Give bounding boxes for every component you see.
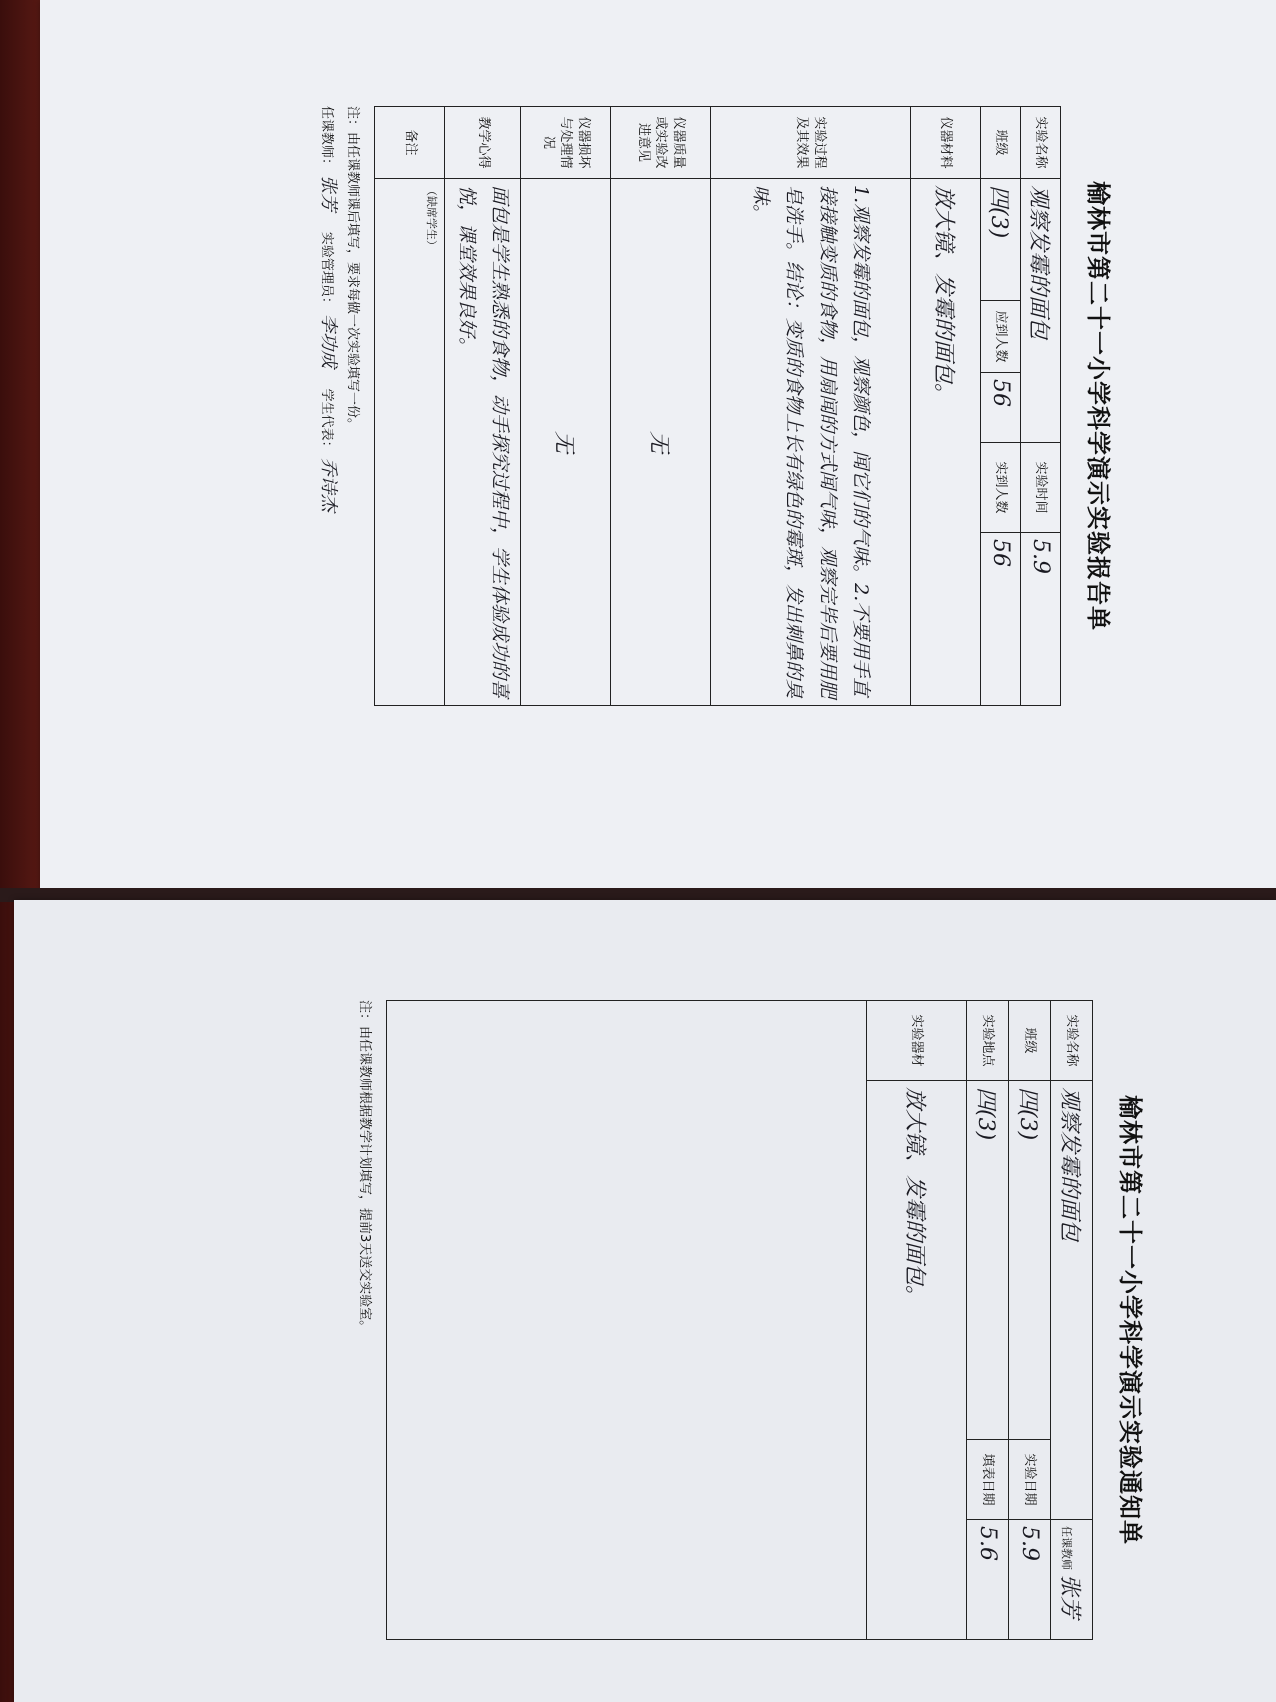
student-label: 学生代表： (318, 388, 334, 454)
notice-title: 榆林市第二十一小学科学演示实验通知单 (1116, 1095, 1144, 1545)
label-class: 班级 (981, 107, 1021, 179)
label-damage: 仪器损坏与处理情况 (521, 107, 611, 179)
report-title: 榆林市第二十一小学科学演示实验报告单 (1084, 181, 1112, 631)
report-footer (313, 106, 363, 706)
value-materials: 放大镜、发霉的面包。 (911, 179, 981, 706)
value-name: 观察发霉的面包 (1021, 179, 1061, 443)
n-label-fill-date: 填表日期 (967, 1439, 1009, 1519)
value-quality: 无 (611, 179, 711, 706)
n-label-place: 实验地点 (967, 1001, 1009, 1081)
n-label-class: 班级 (1009, 1001, 1051, 1081)
n-value-date: 5.9 (1009, 1520, 1051, 1640)
teacher-signature: 张芳 (317, 175, 339, 212)
n-label-equipment: 实验器材 (867, 1001, 967, 1081)
value-process: 1.观察发霉的面包，观察颜色，闻它们的气味。2.不要用手直接接触变质的食物，用扇闻的方式闻气味，观察完毕后要用肥皂洗手。结论：变质的食物上长有绿色的霉斑，发出刺鼻的臭味。 (711, 179, 911, 706)
label-quality: 仪器质量或实验改进意见 (611, 107, 711, 179)
value-actual: 56 (981, 533, 1021, 706)
teacher-label: 任课教师： (318, 106, 334, 172)
label-time: 实验时间 (1021, 443, 1061, 533)
manager-signature: 李功成 (317, 313, 339, 368)
n-blank-area (387, 1001, 867, 1640)
n-value-place: 四(3) (967, 1081, 1009, 1440)
value-damage: 无 (521, 179, 611, 706)
value-time: 5.9 (1021, 533, 1061, 706)
value-expected: 56 (981, 373, 1021, 443)
notice-table (386, 1000, 1093, 1640)
n-value-name: 观察发霉的面包 (1051, 1081, 1093, 1520)
value-reflection: 面包是学生熟悉的食物，动手探究过程中，学生体验成功的喜悦，课堂效果良好。 (445, 179, 521, 706)
label-expected: 应到人数 (981, 301, 1021, 373)
n-value-fill-date: 5.6 (967, 1520, 1009, 1640)
label-name: 实验名称 (1021, 107, 1061, 179)
n-label-teacher: 任课教师 (1060, 1526, 1073, 1570)
label-process: 实验过程及其效果 (711, 107, 911, 179)
remarks-hint: （缺席学生） (425, 185, 439, 251)
label-reflection: 教学心得 (445, 107, 521, 179)
report-form (238, 106, 1118, 706)
notice-footer-note: 注：由任课教师根据教学计划填写，提前3天送交实验室。 (357, 1000, 372, 1334)
report-table (375, 106, 1062, 706)
n-teacher-cell (1051, 1520, 1093, 1640)
n-value-class: 四(3) (1009, 1081, 1051, 1440)
n-value-equipment: 放大镜、发霉的面包。 (867, 1081, 967, 1640)
notice-form (200, 1000, 1150, 1640)
report-footer-note: 注：由任课教师课后填写，要求每做一次实验填写一份。 (345, 106, 361, 432)
label-actual: 实到人数 (981, 443, 1021, 533)
value-class: 四(3) (981, 179, 1021, 301)
label-materials: 仪器材料 (911, 107, 981, 179)
n-label-date: 实验日期 (1009, 1439, 1051, 1519)
manager-label: 实验管理员： (318, 231, 334, 310)
n-label-name: 实验名称 (1051, 1001, 1093, 1081)
label-remarks: 备注 (375, 107, 445, 179)
student-signature: 乔诗杰 (317, 457, 339, 512)
n-value-teacher: 张芳 (1057, 1574, 1082, 1619)
